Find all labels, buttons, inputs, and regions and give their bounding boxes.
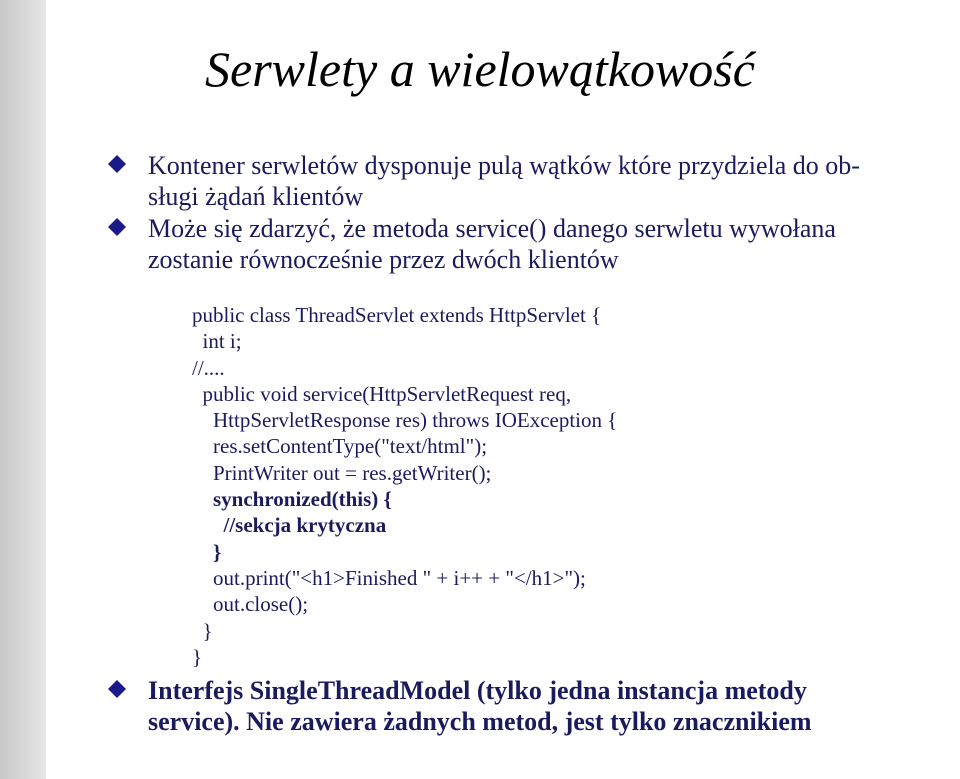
bullet-line: Interfejs SingleThreadModel (tylko jedna instancja metody [148,676,807,705]
code-line-synchronized-close: } [192,539,222,564]
code-line: //.... [192,355,225,380]
slide-sidebar-decoration [0,0,46,779]
code-line: out.close(); [192,592,309,617]
code-line-critical-section: //sekcja krytyczna [192,513,387,538]
diamond-bullet-icon [107,679,127,699]
bullet-item-single-thread-model [148,675,938,737]
code-line: } [192,644,203,669]
code-line-synchronized: synchronized(this) { [192,487,392,512]
code-line: public class ThreadServlet extends HttpServlet { [192,303,602,327]
code-line: out.print("<h1>Finished " + i++ + "</h1>"); [192,565,586,590]
bullet-line: Może się zdarzyć, że metoda service() danego serwletu wywołana [148,214,836,243]
slide-title: Serwlety a wielowątkowość [205,41,755,97]
bullet-line: sługi żądań klientów [148,182,364,211]
bullet-item-concurrent-service [148,213,938,275]
code-example [192,302,892,670]
bullet-line: service). Nie zawiera żadnych metod, jest tylko znacznikiem [148,707,812,736]
code-line: int i; [192,329,242,354]
diamond-bullet-icon [107,154,127,174]
bullet-line: zostanie równocześnie przez dwóch klientów [148,245,619,274]
bullet-item-thread-pool [148,150,938,212]
diamond-bullet-icon [107,217,127,237]
code-line: PrintWriter out = res.getWriter(); [192,460,492,485]
code-line: } [192,618,213,643]
code-line: public void service(HttpServletRequest req, [192,381,572,406]
code-line: res.setContentType("text/html"); [192,434,488,459]
code-line: HttpServletResponse res) throws IOException { [192,408,618,433]
bullet-line: Kontener serwletów dysponuje pulą wątków które przydziela do ob- [148,151,860,180]
